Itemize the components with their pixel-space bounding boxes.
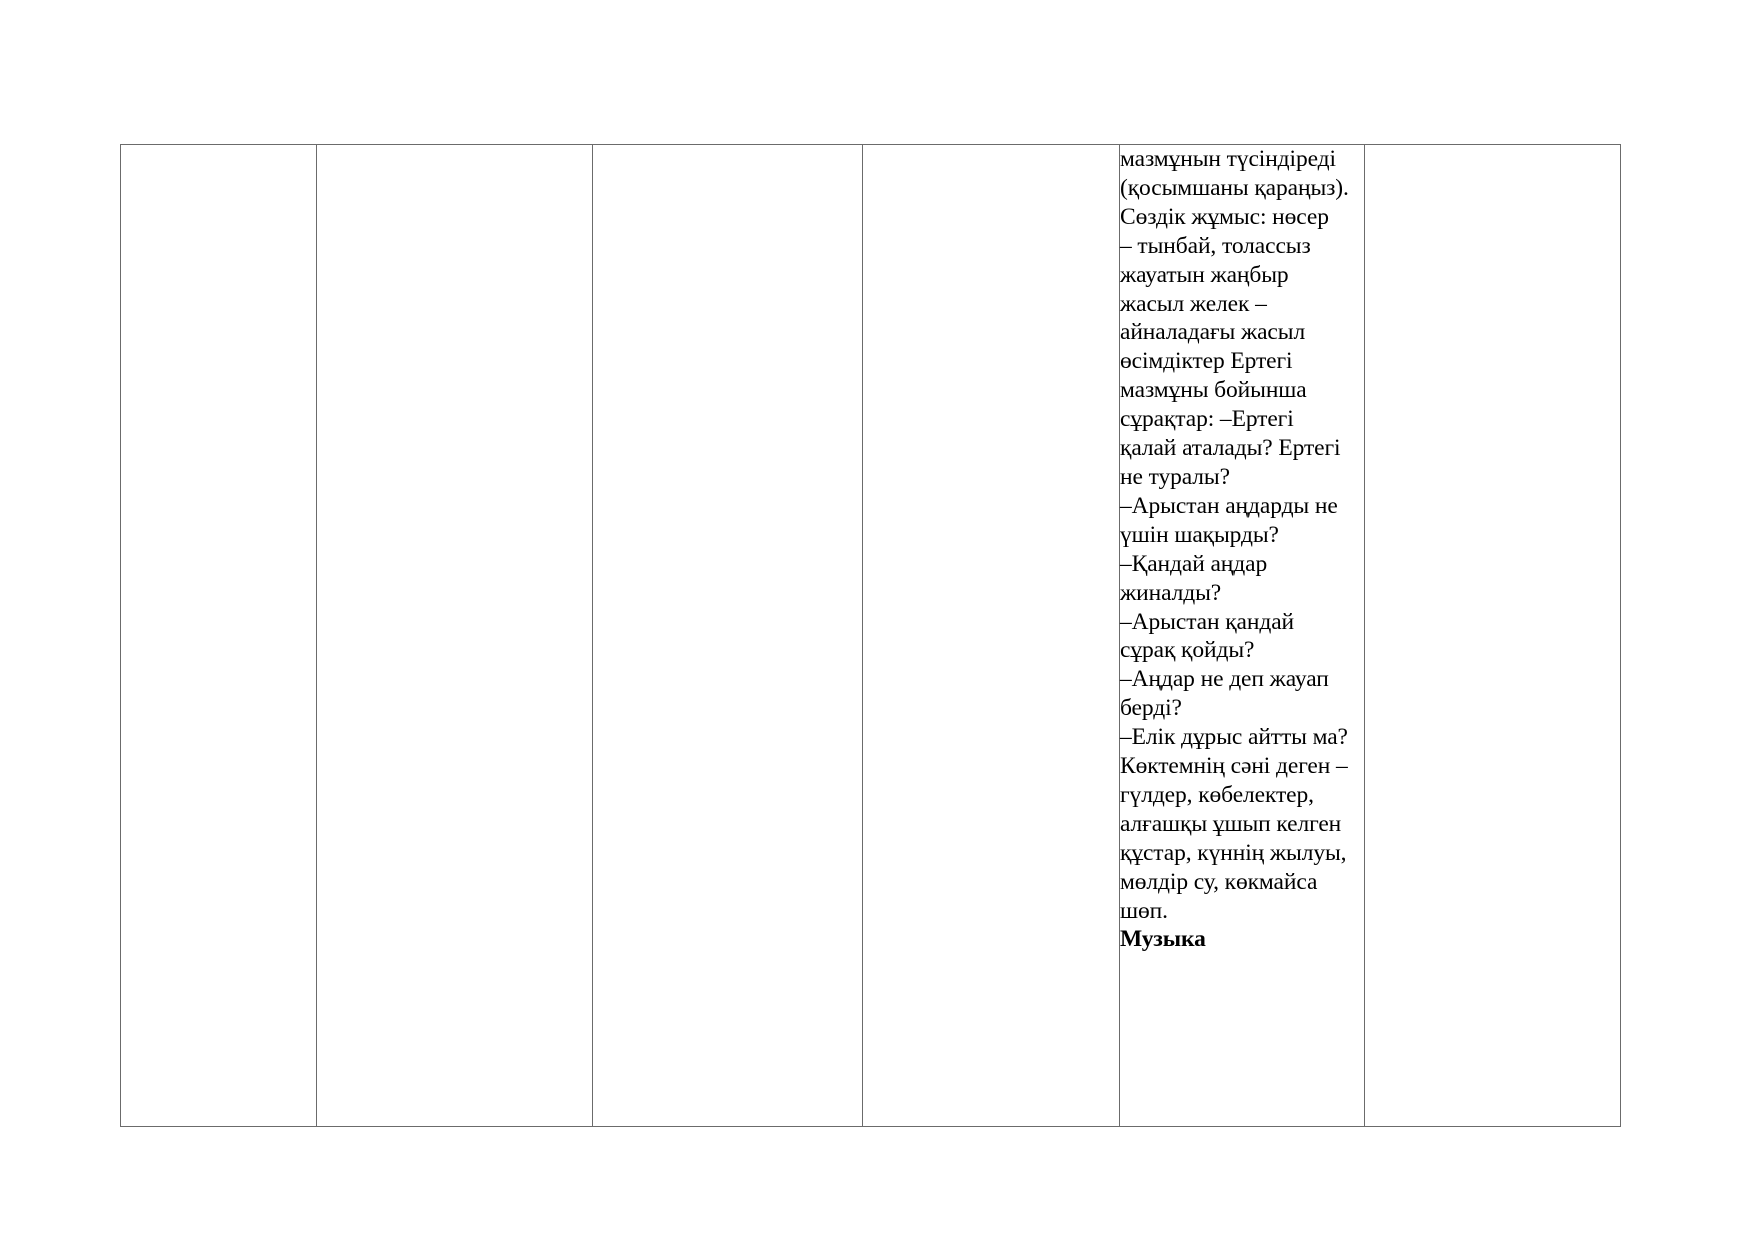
text-line: үшін шақырды? [1120, 521, 1279, 548]
text-line: –Арыстан аңдарды не [1120, 492, 1338, 519]
text-line: сұрақтар: –Ертегі [1120, 406, 1294, 433]
text-line: мазмұны бойынша [1120, 377, 1307, 404]
text-line: қалай аталады? Ертегі [1120, 435, 1341, 462]
text-line: (қосымшаны қараңыз). [1120, 174, 1349, 201]
table-cell-3 [593, 145, 863, 1127]
lesson-text [1120, 145, 1364, 954]
text-line: алғашқы ұшып келген [1120, 810, 1342, 837]
text-line: –Аңдар не деп жауап [1120, 666, 1329, 693]
text-line: –Арыстан қандай [1120, 608, 1295, 635]
table-cell-6 [1365, 145, 1621, 1127]
table-cell-1 [121, 145, 317, 1127]
table-cell-4 [863, 145, 1120, 1127]
document-table [120, 144, 1621, 1127]
text-line: сұрақ қойды? [1120, 637, 1255, 664]
text-line: жауатын жаңбыр [1120, 261, 1289, 288]
text-line: –Қандай аңдар [1120, 550, 1268, 577]
text-line: мөлдір су, көкмайса [1120, 868, 1318, 895]
table-cell-2 [317, 145, 593, 1127]
text-line: гүлдер, көбелектер, [1120, 781, 1314, 808]
table-cell-5 [1120, 145, 1365, 1127]
text-line: Сөздік жұмыс: нөсер [1120, 203, 1329, 230]
text-line: – тынбай, толассыз [1120, 232, 1311, 259]
text-line: құстар, күннің жылуы, [1120, 839, 1347, 866]
text-line: шөп. [1120, 897, 1168, 924]
text-line: жиналды? [1120, 579, 1222, 606]
section-heading: Музыка [1120, 926, 1206, 953]
text-line: Көктемнің сәні деген – [1120, 753, 1348, 780]
text-line: мазмұнын түсіндіреді [1120, 146, 1336, 172]
text-line: не туралы? [1120, 463, 1230, 490]
text-line: берді? [1120, 695, 1182, 722]
text-line: айналадағы жасыл [1120, 319, 1306, 346]
text-line: жасыл желек – [1120, 290, 1267, 317]
text-line: –Елік дұрыс айтты ма? [1120, 724, 1348, 751]
text-line: өсімдіктер Ертегі [1120, 348, 1293, 375]
table-row [121, 145, 1621, 1127]
